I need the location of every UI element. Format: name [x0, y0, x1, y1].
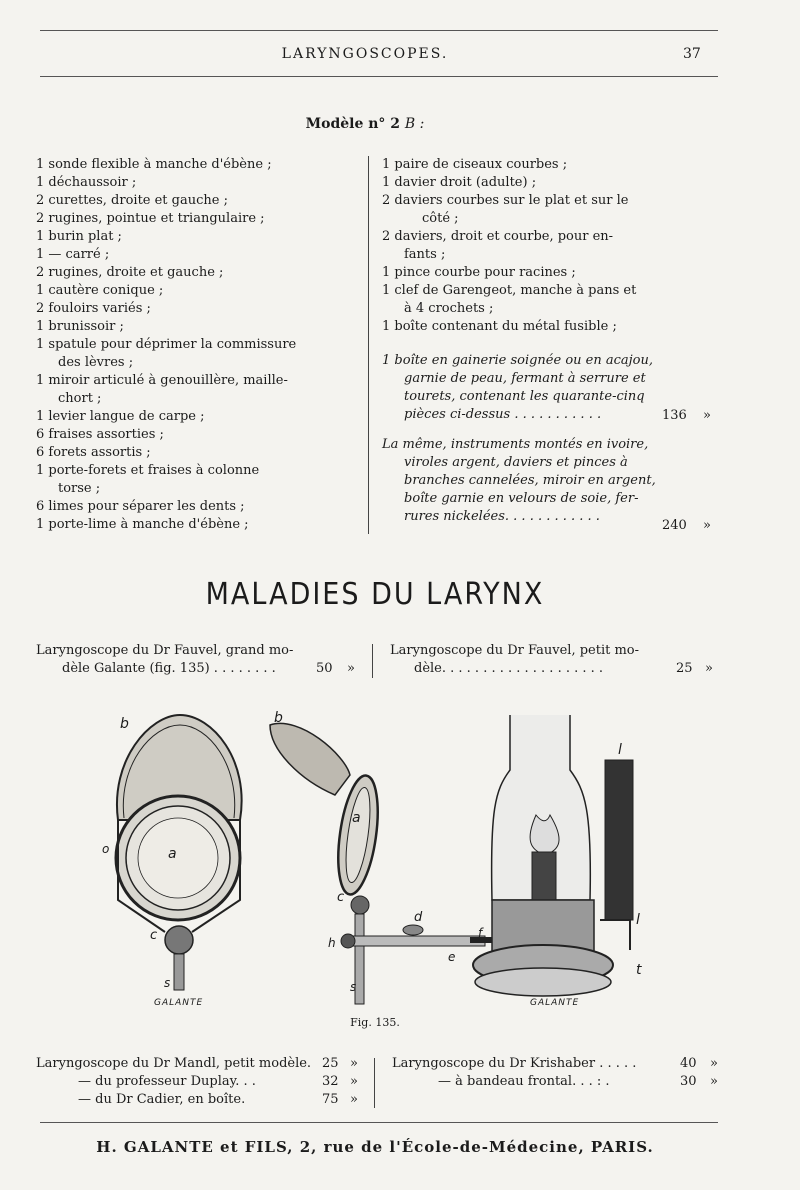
list-item: 1 burin plat ;	[36, 229, 122, 244]
model-heading	[0, 116, 730, 132]
bottom-divider	[374, 1058, 375, 1108]
fauvel-grand-price: 50	[316, 661, 333, 676]
figure-letter: l	[636, 912, 641, 928]
offer2-unit: »	[703, 518, 711, 533]
list-item: 6 forets assortis ;	[36, 445, 151, 460]
bottom-left-label: — du Dr Cadier, en boîte.	[78, 1092, 246, 1107]
list-item: 2 fouloirs variés ;	[36, 301, 151, 316]
list-item: 1 paire de ciseaux courbes ;	[382, 157, 568, 172]
list-item-continuation: côté ;	[422, 211, 459, 226]
list-item: 2 curettes, droite et gauche ;	[36, 193, 228, 208]
list-item: 1 porte-forets et fraises à colonne	[36, 463, 260, 478]
bottom-left-unit: »	[350, 1092, 358, 1107]
bottom-left-unit: »	[350, 1056, 358, 1071]
list-item: 2 daviers, droit et courbe, pour en-	[382, 229, 614, 244]
list-item-continuation: fants ;	[404, 247, 446, 262]
offer-line: tourets, contenant les quarante-cinq	[404, 389, 645, 404]
bottom-left-price: 25	[322, 1056, 339, 1071]
offer1-price: 136	[662, 408, 687, 423]
figure-letter: l	[618, 742, 623, 758]
fauvel-petit-price: 25	[676, 661, 693, 676]
offer-line: pièces ci-dessus . . . . . . . . . . .	[404, 407, 602, 422]
list-item: 1 — carré ;	[36, 247, 110, 262]
list-item: 1 cautère conique ;	[36, 283, 164, 298]
publisher-footer: H. GALANTE et FILS, 2, rue de l'École-de-Médecine, PARIS.	[96, 1138, 654, 1156]
figure-letter: s	[164, 976, 172, 990]
fauvel-grand-line2: dèle Galante (fig. 135) . . . . . . . .	[62, 661, 276, 676]
offer-line: branches cannelées, miroir en argent,	[404, 473, 656, 488]
bottom-right-price: 40	[680, 1056, 697, 1071]
offer-line: garnie de peau, fermant à serrure et	[404, 371, 646, 386]
list-item: 1 davier droit (adulte) ;	[382, 175, 537, 190]
bottom-right-label: — à bandeau frontal. . . : .	[438, 1074, 610, 1089]
offer-line: viroles argent, daviers et pinces à	[404, 455, 628, 470]
fauvel-divider	[372, 644, 373, 678]
right-instrument-list	[382, 156, 682, 526]
figure-letter: a	[168, 846, 178, 862]
bottom-right-label: Laryngoscope du Dr Krishaber . . . . .	[392, 1056, 637, 1071]
figure-letter: d	[414, 910, 424, 925]
list-item: 2 daviers courbes sur le plat et sur le	[382, 193, 629, 208]
fauvel-petit-line1: Laryngoscope du Dr Fauvel, petit mo-	[390, 643, 640, 658]
figure-letter: b	[120, 716, 130, 732]
page-header-title: LARYNGOSCOPES.	[281, 46, 449, 62]
bottom-right-unit: »	[710, 1074, 718, 1089]
figure-letter: c	[337, 890, 346, 905]
list-item-continuation: chort ;	[58, 391, 102, 406]
bottom-left-price: 32	[322, 1074, 339, 1089]
list-item: 1 clef de Garengeot, manche à pans et	[382, 283, 637, 298]
figure-letter: e	[448, 950, 457, 964]
bottom-left-label: — du professeur Duplay. . .	[78, 1074, 256, 1089]
list-item: 1 miroir articulé à genouillère, maille-	[36, 373, 288, 388]
figure-caption: Fig. 135.	[350, 1016, 400, 1029]
list-item: 2 rugines, pointue et triangulaire ;	[36, 211, 265, 226]
list-item: 1 spatule pour déprimer la commissure	[36, 337, 297, 352]
column-divider	[368, 156, 369, 534]
list-item: 1 brunissoir ;	[36, 319, 124, 334]
list-item-continuation: à 4 crochets ;	[404, 301, 494, 316]
galante-mark-left: GALANTE	[154, 998, 204, 1008]
figure-letter: c	[150, 928, 159, 943]
figure-letter: f	[478, 926, 484, 940]
bottom-right-unit: »	[710, 1056, 718, 1071]
fauvel-grand-line1: Laryngoscope du Dr Fauvel, grand mo-	[36, 643, 294, 658]
list-item: 2 rugines, droite et gauche ;	[36, 265, 224, 280]
offer2-price: 240	[662, 518, 687, 533]
bottom-left-price: 75	[322, 1092, 339, 1107]
lamp-assembly	[470, 715, 633, 996]
model-heading-suffix: B :	[404, 116, 425, 132]
bottom-left-label: Laryngoscope du Dr Mandl, petit modèle.	[36, 1056, 312, 1071]
figure-letter: a	[352, 810, 362, 826]
bottom-right-price: 30	[680, 1074, 697, 1089]
section-title: MALADIES DU LARYNX	[205, 577, 545, 612]
offer-line: boîte garnie en velours de soie, fer-	[404, 491, 639, 506]
list-item: 1 pince courbe pour racines ;	[382, 265, 576, 280]
offer-line: La même, instruments montés en ivoire,	[382, 437, 649, 452]
list-item: 1 déchaussoir ;	[36, 175, 137, 190]
laryngoscope-figure	[0, 700, 760, 1015]
galante-mark-right: GALANTE	[530, 998, 580, 1008]
list-item: 1 levier langue de carpe ;	[36, 409, 205, 424]
footer-rule	[40, 1122, 718, 1123]
list-item: 1 boîte contenant du métal fusible ;	[382, 319, 617, 334]
figure-letter: o	[102, 842, 111, 856]
offer1-unit: »	[703, 408, 711, 423]
list-item: 6 limes pour séparer les dents ;	[36, 499, 245, 514]
model-heading-label: Modèle n° 2	[305, 116, 401, 132]
top-rule	[40, 30, 718, 31]
list-item: 6 fraises assorties ;	[36, 427, 164, 442]
figure-letter: b	[274, 710, 284, 726]
front-view-laryngoscope	[116, 715, 242, 990]
figure-letter: s	[350, 980, 358, 994]
header-rule	[40, 76, 718, 77]
list-item-continuation: des lèvres ;	[58, 355, 134, 370]
fauvel-petit-line2: dèle. . . . . . . . . . . . . . . . . . . .	[414, 661, 604, 676]
page-number: 37	[683, 46, 701, 62]
bottom-left-unit: »	[350, 1074, 358, 1089]
offer-line: rures nickelées. . . . . . . . . . . .	[404, 509, 600, 524]
offer-line: 1 boîte en gainerie soignée ou en acajou,	[382, 353, 653, 368]
figure-letter: t	[636, 962, 643, 978]
figure-letter: h	[328, 936, 337, 950]
left-instrument-list	[36, 156, 356, 534]
list-item: 1 sonde flexible à manche d'ébène ;	[36, 157, 272, 172]
list-item-continuation: torse ;	[58, 481, 101, 496]
fauvel-petit-unit: »	[705, 661, 713, 676]
fauvel-grand-unit: »	[347, 661, 355, 676]
list-item: 1 porte-lime à manche d'ébène ;	[36, 517, 249, 532]
